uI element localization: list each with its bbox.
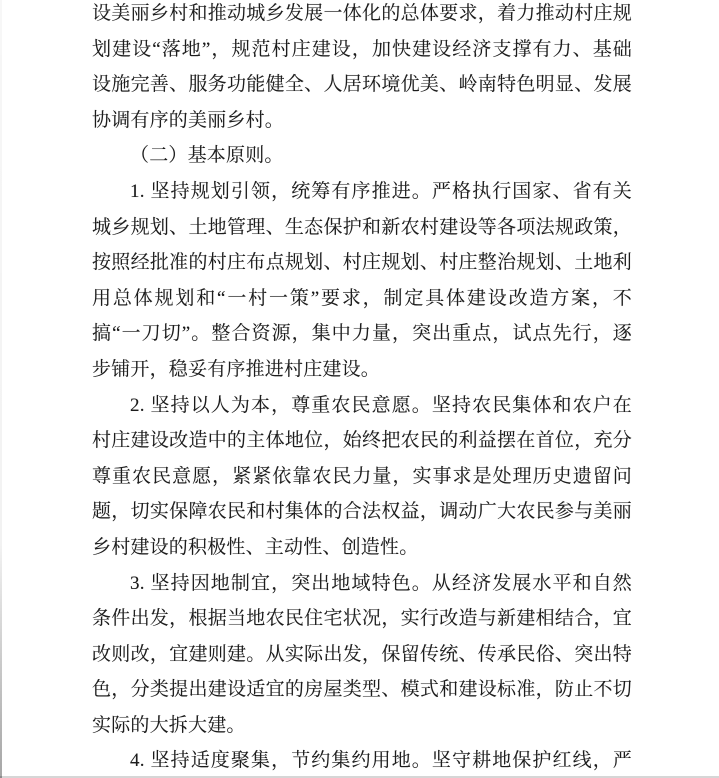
text-line: 1. 坚持规划引领，统筹有序推进。严格执行国家、省有关	[130, 180, 632, 202]
text-line: 步铺开，稳妥有序推进村庄建设。	[92, 358, 381, 380]
text-line: 条件出发，根据当地农民住宅状况，实行改造与新建相结合，宜	[92, 608, 632, 630]
text-line: 用总体规划和“一村一策”要求，制定具体建设改造方案，不	[92, 287, 632, 309]
text-line: （二）基本原则。	[130, 145, 284, 167]
text-line: 改则改，宜建则建。从实际出发，保留传统、传承民俗、突出特	[92, 643, 632, 665]
text-line: 实际的大拆大建。	[92, 714, 246, 736]
text-line: 2. 坚持以人为本，尊重农民意愿。坚持农民集体和农户在	[130, 394, 632, 416]
document-body	[92, 0, 632, 778]
text-line: 色，分类提出建设适宜的房屋类型、模式和建设标准，防止不切	[92, 679, 632, 701]
text-line: 设施完善、服务功能健全、人居环境优美、岭南特色明显、发展	[92, 74, 632, 96]
text-line: 设美丽乡村和推动城乡发展一体化的总体要求，着力推动村庄规	[92, 3, 632, 24]
text-line: 乡村建设的积极性、主动性、创造性。	[92, 536, 419, 558]
text-line: 城乡规划、土地管理、生态保护和新农村建设等各项法规政策，	[92, 216, 632, 238]
text-line: 按照经批准的村庄布点规划、村庄规划、村庄整治规划、土地利	[92, 252, 632, 274]
text-line: 题，切实保障农民和村集体的合法权益，调动广大农民参与美丽	[92, 501, 632, 523]
text-line: 协调有序的美丽乡村。	[92, 109, 285, 131]
text-line: 村庄建设改造中的主体地位，始终把农民的利益摆在首位，充分	[92, 430, 632, 452]
text-line: 划建设“落地”，规范村庄建设，加快建设经济支撑有力、基础	[92, 38, 632, 60]
text-line: 尊重农民意愿，紧紧依靠农民力量，实事求是处理历史遗留问	[92, 465, 632, 487]
scan-edge-left	[0, 0, 2, 778]
text-line: 3. 坚持因地制宜，突出地域特色。从经济发展水平和自然	[130, 572, 632, 594]
text-line: 4. 坚持适度聚集，节约集约用地。坚守耕地保护红线，严	[130, 750, 632, 772]
text-line: 搞“一刀切”。整合资源，集中力量，突出重点，试点先行，逐	[92, 323, 632, 345]
